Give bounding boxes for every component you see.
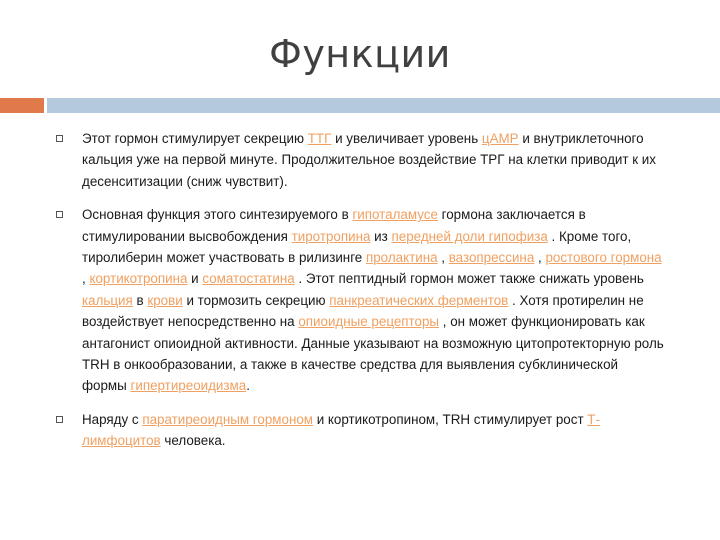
text-segment: . Хотя протирелин не воздействует непосредственно на [82,292,644,330]
bullet-text [82,207,664,393]
accent-bar-blue [47,98,720,113]
bullet-text [82,131,656,189]
hyperlink[interactable]: вазопрессина [448,250,535,266]
text-segment: Этот гормон стимулирует секрецию [82,131,308,146]
text-segment: и увеличивает уровень [331,131,482,146]
text-segment: , он может функционировать как антагонист опиоидной активности. Данные указывают на возможную цитопротекторную роль TRH в онкообразовании, а также в качестве средства для выявления субклинической формы [82,314,664,394]
hyperlink[interactable]: опиоидные рецепторы [298,314,440,330]
text-segment: Наряду с [82,411,143,427]
text-segment: , [437,250,449,266]
hyperlink[interactable]: гипоталамусе [352,207,438,223]
text-segment: и кортикотропином, TRH стимулирует рост [313,411,588,427]
hyperlink[interactable]: крови [147,292,183,308]
hyperlink[interactable]: ТТГ [307,131,332,146]
text-segment: в [132,292,148,308]
hyperlink[interactable]: кальция [82,292,133,308]
text-segment: и [187,271,203,287]
accent-bar-orange [0,98,44,113]
text-segment: Основная функция этого синтезируемого в [82,207,353,223]
hyperlink[interactable]: соматостатина [202,271,295,287]
square-bullet-icon [56,416,63,423]
bullet-item-3 [54,409,664,452]
text-segment: . Этот пептидный гормон может также снижать уровень [294,271,644,287]
text-segment: . [246,378,250,394]
square-bullet-icon [56,211,63,218]
square-bullet-icon [56,135,63,142]
hyperlink[interactable]: ростового гормона [545,250,662,266]
bullet-list [54,128,664,464]
hyperlink[interactable]: Т-лимфоцитов [82,411,600,449]
text-segment: гормона заключается в стимулировании высвобождения [82,207,586,244]
hyperlink[interactable]: гипертиреоидизма [130,378,247,394]
bullet-item-1 [54,128,664,192]
hyperlink[interactable]: кортикотропина [89,271,188,287]
text-segment: из [370,228,392,244]
bullet-text [82,412,600,448]
hyperlink[interactable]: паратиреоидным гормоном [142,411,313,427]
hyperlink[interactable]: передней доли гипофиза [391,228,548,244]
text-segment: . Кроме того, тиролиберин может участвовать в рилизинге [82,228,632,266]
text-segment: , [534,250,546,266]
hyperlink[interactable]: цАМР [481,131,519,146]
hyperlink[interactable]: пролактина [365,250,438,266]
hyperlink[interactable]: панкреатических ферментов [329,292,509,308]
hyperlink[interactable]: тиротропина [291,228,371,244]
text-segment: и внутриклеточного кальция уже на первой минуте. Продолжительное воздействие ТРГ на клетки приводит к их десенситизации (сниж чувствит). [82,131,656,189]
bullet-item-2 [54,204,664,397]
text-segment: человека. [160,433,226,449]
text-segment: , [82,271,90,287]
text-segment: и тормозить секрецию [182,292,330,308]
page-title: Функции [269,32,451,76]
